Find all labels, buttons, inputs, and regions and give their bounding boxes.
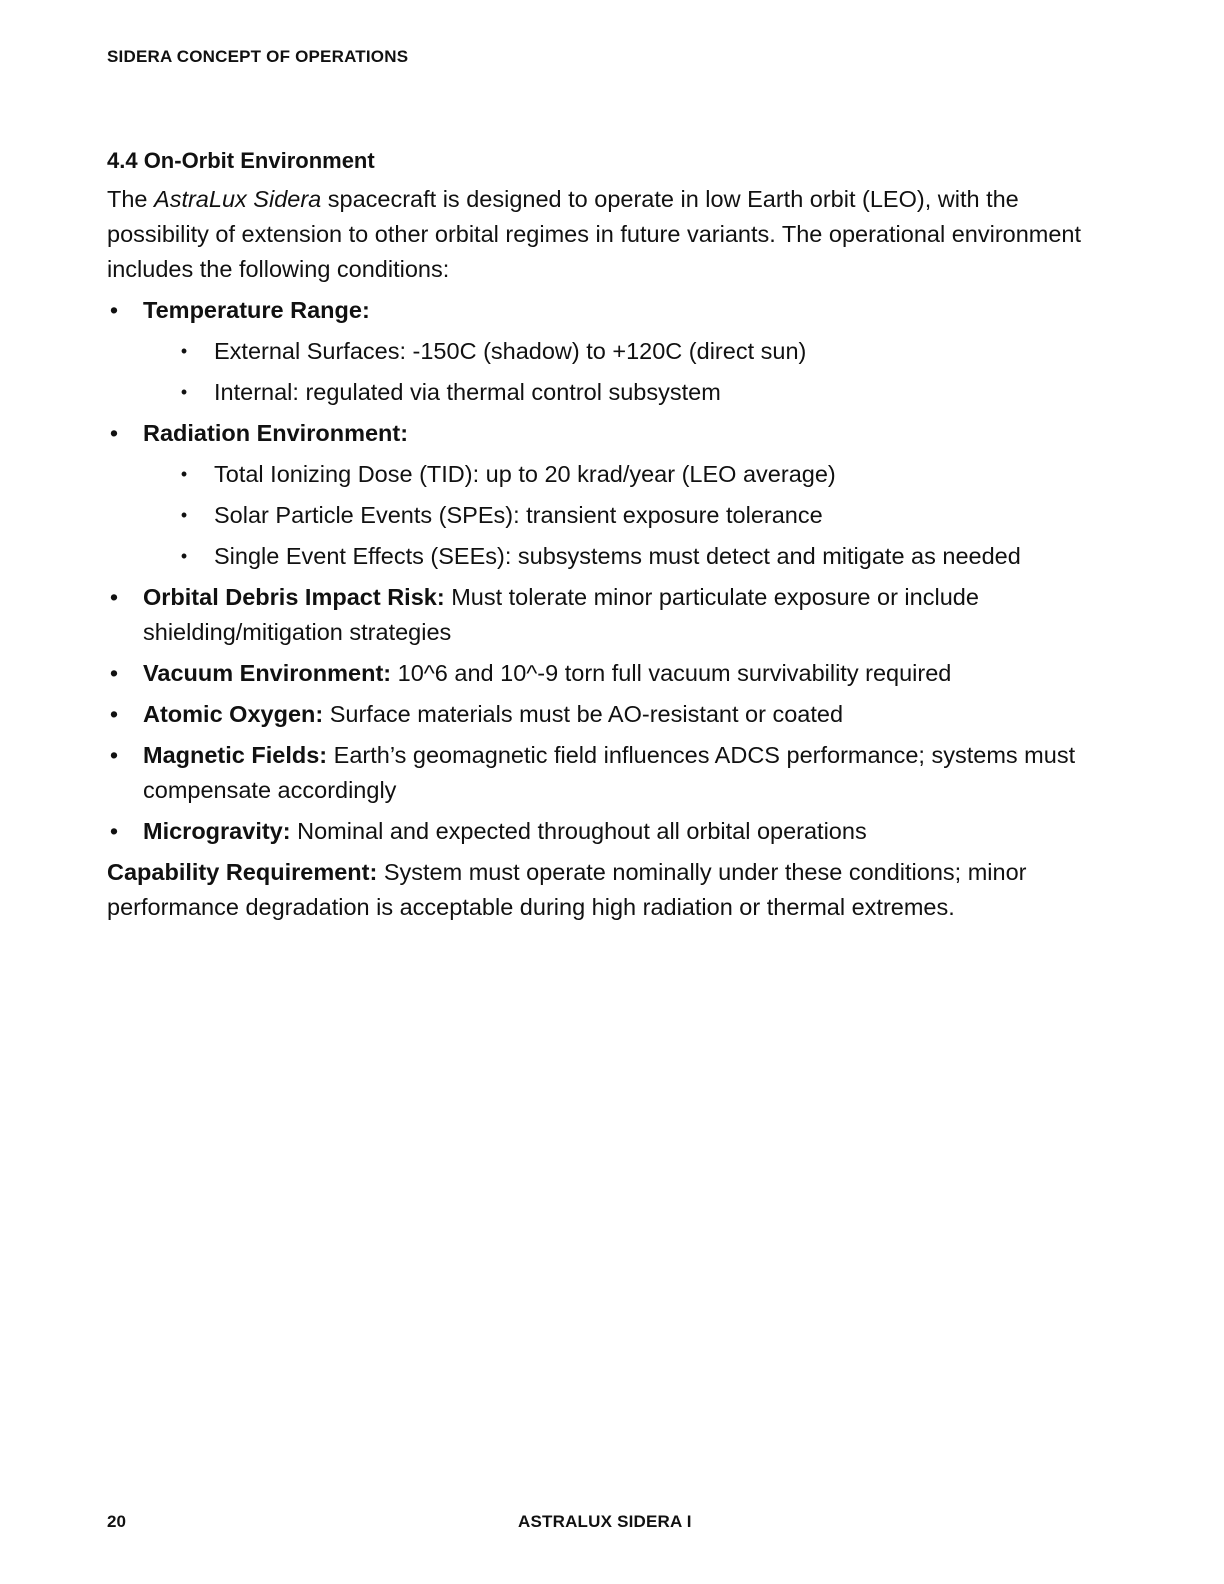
sub-list-radiation xyxy=(143,457,1107,574)
item-text: Earth’s geomagnetic field influences ADCS performance; systems must compensate accordingly xyxy=(143,742,1076,803)
list-item-vacuum xyxy=(107,656,1107,691)
list-item-temperature xyxy=(107,293,1107,410)
list-item-magnetic-fields xyxy=(107,738,1107,808)
list-item-radiation xyxy=(107,416,1107,574)
list-item-microgravity xyxy=(107,814,1107,849)
page-content xyxy=(107,146,1107,925)
item-label: Radiation Environment: xyxy=(143,420,409,446)
sub-list-item xyxy=(107,334,1107,369)
bullet-icon: • xyxy=(180,382,188,402)
item-text: Surface materials must be AO-resistant or coated xyxy=(323,701,844,727)
intro-suffix: spacecraft is designed to operate in low Earth orbit (LEO), with the possibility of extension to other orbital regimes in future variants. The operational environment includes the following conditions: xyxy=(107,186,1082,282)
list-item-orbital-debris xyxy=(107,580,1107,650)
sub-list-item xyxy=(107,375,1107,410)
bullet-icon: • xyxy=(180,546,188,566)
sub-list-item xyxy=(107,539,1107,574)
item-label: Orbital Debris Impact Risk: xyxy=(143,584,445,610)
item-label: Microgravity: xyxy=(143,818,291,844)
sub-item-text: Solar Particle Events (SPEs): transient exposure tolerance xyxy=(214,502,823,528)
capability-label: Capability Requirement: xyxy=(107,859,378,885)
running-footer: ASTRALUX SIDERA I xyxy=(518,1512,692,1531)
section-heading: 4.4 On-Orbit Environment xyxy=(107,148,375,173)
item-text: 10^6 and 10^-9 torn full vacuum survivability required xyxy=(391,660,952,686)
bullet-icon: • xyxy=(109,818,119,844)
bullet-icon: • xyxy=(180,341,188,361)
bullet-icon: • xyxy=(109,701,119,727)
item-label: Temperature Range: xyxy=(143,297,370,323)
item-text: Must tolerate minor particulate exposure or include shielding/mitigation strategies xyxy=(143,584,979,645)
list-item-atomic-oxygen xyxy=(107,697,1107,732)
bullet-icon: • xyxy=(180,505,188,525)
sub-list-temperature xyxy=(143,334,1107,410)
sub-list-item xyxy=(107,498,1107,533)
item-label: Vacuum Environment: xyxy=(143,660,392,686)
bullet-icon: • xyxy=(109,297,119,323)
item-text: Nominal and expected throughout all orbital operations xyxy=(290,818,867,844)
intro-prefix: The xyxy=(107,186,155,212)
bullet-icon: • xyxy=(109,584,119,610)
conditions-list xyxy=(107,293,1107,849)
bullet-icon: • xyxy=(109,742,119,768)
sub-item-text: Single Event Effects (SEEs): subsystems must detect and mitigate as needed xyxy=(214,543,1021,569)
capability-requirement xyxy=(107,855,1107,925)
spacecraft-name: AstraLux Sidera xyxy=(154,186,322,212)
page-number: 20 xyxy=(107,1512,126,1531)
sub-item-text: Total Ionizing Dose (TID): up to 20 krad/year (LEO average) xyxy=(214,461,836,487)
sub-item-text: External Surfaces: -150C (shadow) to +120C (direct sun) xyxy=(214,338,807,364)
intro-paragraph xyxy=(107,182,1107,287)
item-label: Atomic Oxygen: xyxy=(143,701,324,727)
bullet-icon: • xyxy=(109,660,119,686)
bullet-icon: • xyxy=(180,464,188,484)
sub-item-text: Internal: regulated via thermal control subsystem xyxy=(214,379,721,405)
bullet-icon: • xyxy=(109,420,119,446)
running-header: SIDERA CONCEPT OF OPERATIONS xyxy=(107,47,409,66)
capability-text: System must operate nominally under these conditions; minor performance degradation is acceptable during high radiation or thermal extremes. xyxy=(107,859,1027,920)
item-label: Magnetic Fields: xyxy=(143,742,328,768)
sub-list-item xyxy=(107,457,1107,492)
